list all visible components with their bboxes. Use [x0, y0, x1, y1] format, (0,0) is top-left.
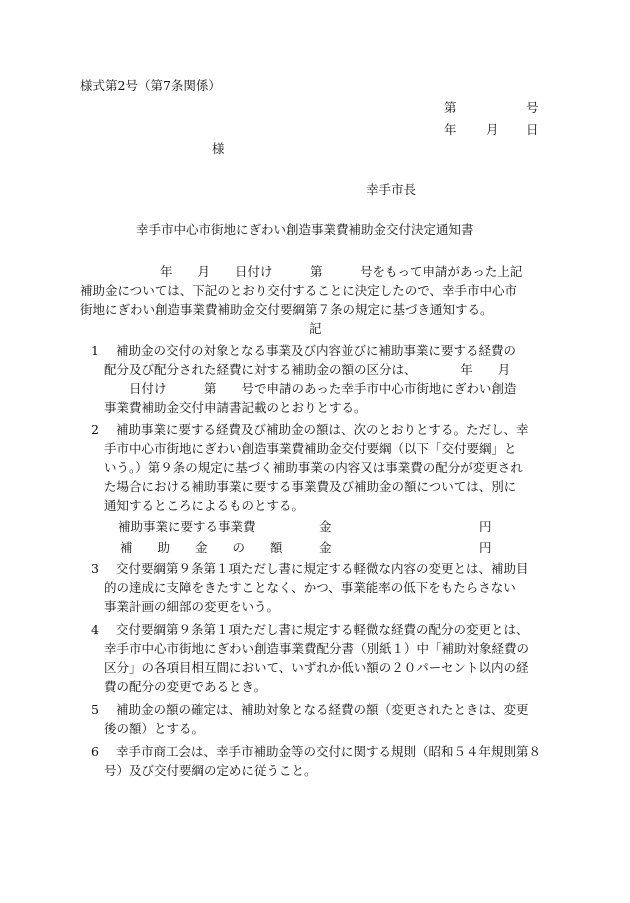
number-prefix: 第 [444, 100, 457, 115]
addressee-suffix: 様 [212, 141, 225, 156]
item-line: 費の配分の変更であるとき。 [104, 679, 267, 694]
item-line: 配分及び配分された経費に対する補助金の額の区分は、 年 月 [104, 362, 511, 377]
item-line: 通知するところによるものとする。 [104, 498, 305, 513]
date-year: 年 [444, 122, 457, 137]
amount-label-subsidy: 補 助 金 の 額 [120, 540, 283, 555]
item-line: 幸手市商工会は、幸手市補助金等の交付に関する規則（昭和５４年規則第８ [116, 744, 542, 759]
document-title: 幸手市中心市街地にぎわい創造事業費補助金交付決定通知書 [136, 222, 474, 237]
item-line: 補助金の額の確定は、補助対象となる経費の額（変更されたときは、変更 [116, 702, 529, 717]
item-line: 的の達成に支障をきたすことなく、かつ、事業能率の低下をもたらさない [104, 580, 516, 595]
item-line: 幸手市中心市街地にぎわい創造事業費配分書（別紙１）中「補助対象経費の [104, 641, 530, 656]
item-line: 交付要綱第９条第１項ただし書に規定する軽微な内容の変更とは、補助目 [116, 561, 529, 576]
item-line: 事業費補助金交付申請書記載のとおりとする。 [104, 400, 367, 415]
item-number: 5 [91, 702, 99, 717]
item-number: 3 [91, 561, 99, 576]
date-month: 月 [486, 122, 499, 137]
ki-heading: 記 [309, 321, 322, 336]
issuer: 幸手市長 [366, 182, 417, 197]
intro-line: 補助金については、下記のとおり交付することに決定したので、幸手市中心市 [80, 283, 518, 298]
item-line: た場合における補助事業に要する事業費及び補助金の額については、別に [104, 479, 517, 494]
item-number: 2 [91, 422, 99, 437]
item-line: 事業計画の細部の変更をいう。 [104, 599, 280, 614]
item-line: 日付け 第 号で申請のあった幸手市中心市街地にぎわい創造 [104, 381, 517, 396]
amount-unit: 円 [479, 519, 492, 534]
item-line: 交付要綱第９条第１項ただし書に規定する軽微な経費の配分の変更とは、 [116, 622, 529, 637]
item-number: 4 [91, 622, 99, 637]
intro-line: 年 月 日付け 第 号をもって申請があった上記 [160, 264, 523, 279]
item-number: 6 [91, 744, 99, 759]
number-suffix: 号 [526, 100, 539, 115]
amount-unit: 円 [479, 540, 492, 555]
item-line: 補助金の交付の対象となる事業及び内容並びに補助事業に要する経費の [116, 343, 517, 358]
item-line: 号）及び交付要綱の定めに従うこと。 [104, 763, 317, 778]
date-day: 日 [526, 122, 539, 137]
form-label: 様式第2号（第7条関係） [80, 78, 221, 93]
item-line: いう。）第９条の規定に基づく補助事業の内容又は事業費の配分が変更され [104, 460, 523, 475]
item-number: 1 [91, 343, 99, 358]
item-line: 区分」の各項目相互間において、いずれか低い額の２０パーセント以内の経 [104, 660, 529, 675]
intro-line: 街地にぎわい創造事業費補助金交付要綱第７条の規定に基づき通知する。 [80, 302, 493, 317]
amount-prefix: 金 [319, 519, 332, 534]
amount-label-expense: 補助事業に要する事業費 [118, 519, 256, 534]
item-line: 補助事業に要する経費及び補助金の額は、次のとおりとする。ただし、幸 [116, 422, 529, 437]
item-line: 後の額）とする。 [104, 721, 205, 736]
amount-prefix: 金 [319, 540, 332, 555]
item-line: 手市中心市街地にぎわい創造事業費補助金交付要綱（以下「交付要綱」と [104, 441, 517, 456]
